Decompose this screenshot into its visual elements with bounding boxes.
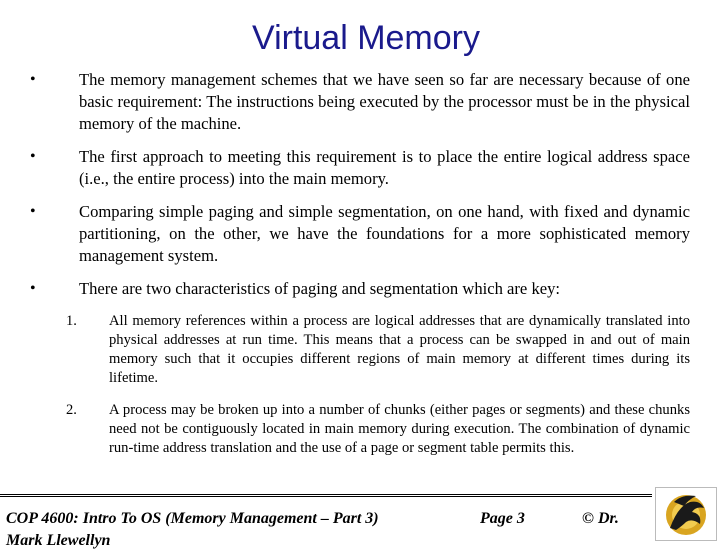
bullet-text-4: There are two characteristics of paging and segmentation which are key: bbox=[79, 279, 561, 298]
bullet-text-2: The first approach to meeting this requirement is to place the entire logical address space (i.e., the entire process) into the main memory. bbox=[79, 147, 690, 188]
bullet-marker: • bbox=[30, 71, 36, 88]
pegasus-logo-icon bbox=[655, 487, 717, 541]
footer-copyright: © Dr. bbox=[582, 510, 619, 527]
footer-divider bbox=[0, 494, 652, 497]
footer-page: Page 3 bbox=[480, 510, 525, 527]
numbered-text-2: A process may be broken up into a number of chunks (either pages or segments) and these chunks need not be contiguously located in main memory during execution. The combination of dynamic run-time address translation and the use of a page or segment table permits this. bbox=[109, 402, 690, 456]
numbered-marker-2: 2. bbox=[66, 402, 77, 418]
footer-course: COP 4600: Intro To OS (Memory Management – Part 3) bbox=[6, 510, 379, 527]
numbered-text-1: All memory references within a process are logical addresses that are dynamically translated into physical addresses at run time. This means that a process can be swapped in and out of main memory such that it occupies different regions of main memory at different times during its lifetime. bbox=[109, 313, 690, 386]
slide-title: Virtual Memory bbox=[252, 19, 480, 57]
bullet-marker: • bbox=[30, 280, 36, 297]
bullet-text-3: Comparing simple paging and simple segmentation, on one hand, with fixed and dynamic partitioning, on the other, we have the foundations for a more sophisticated memory management system. bbox=[79, 202, 690, 265]
footer-author: Mark Llewellyn bbox=[6, 532, 111, 549]
bullet-text-1: The memory management schemes that we have seen so far are necessary because of one basic requirement: The instructions being executed by the processor must be in the physical memory of the machine. bbox=[79, 70, 690, 133]
numbered-marker-1: 1. bbox=[66, 313, 77, 329]
bullet-marker: • bbox=[30, 148, 36, 165]
bullet-marker: • bbox=[30, 203, 36, 220]
